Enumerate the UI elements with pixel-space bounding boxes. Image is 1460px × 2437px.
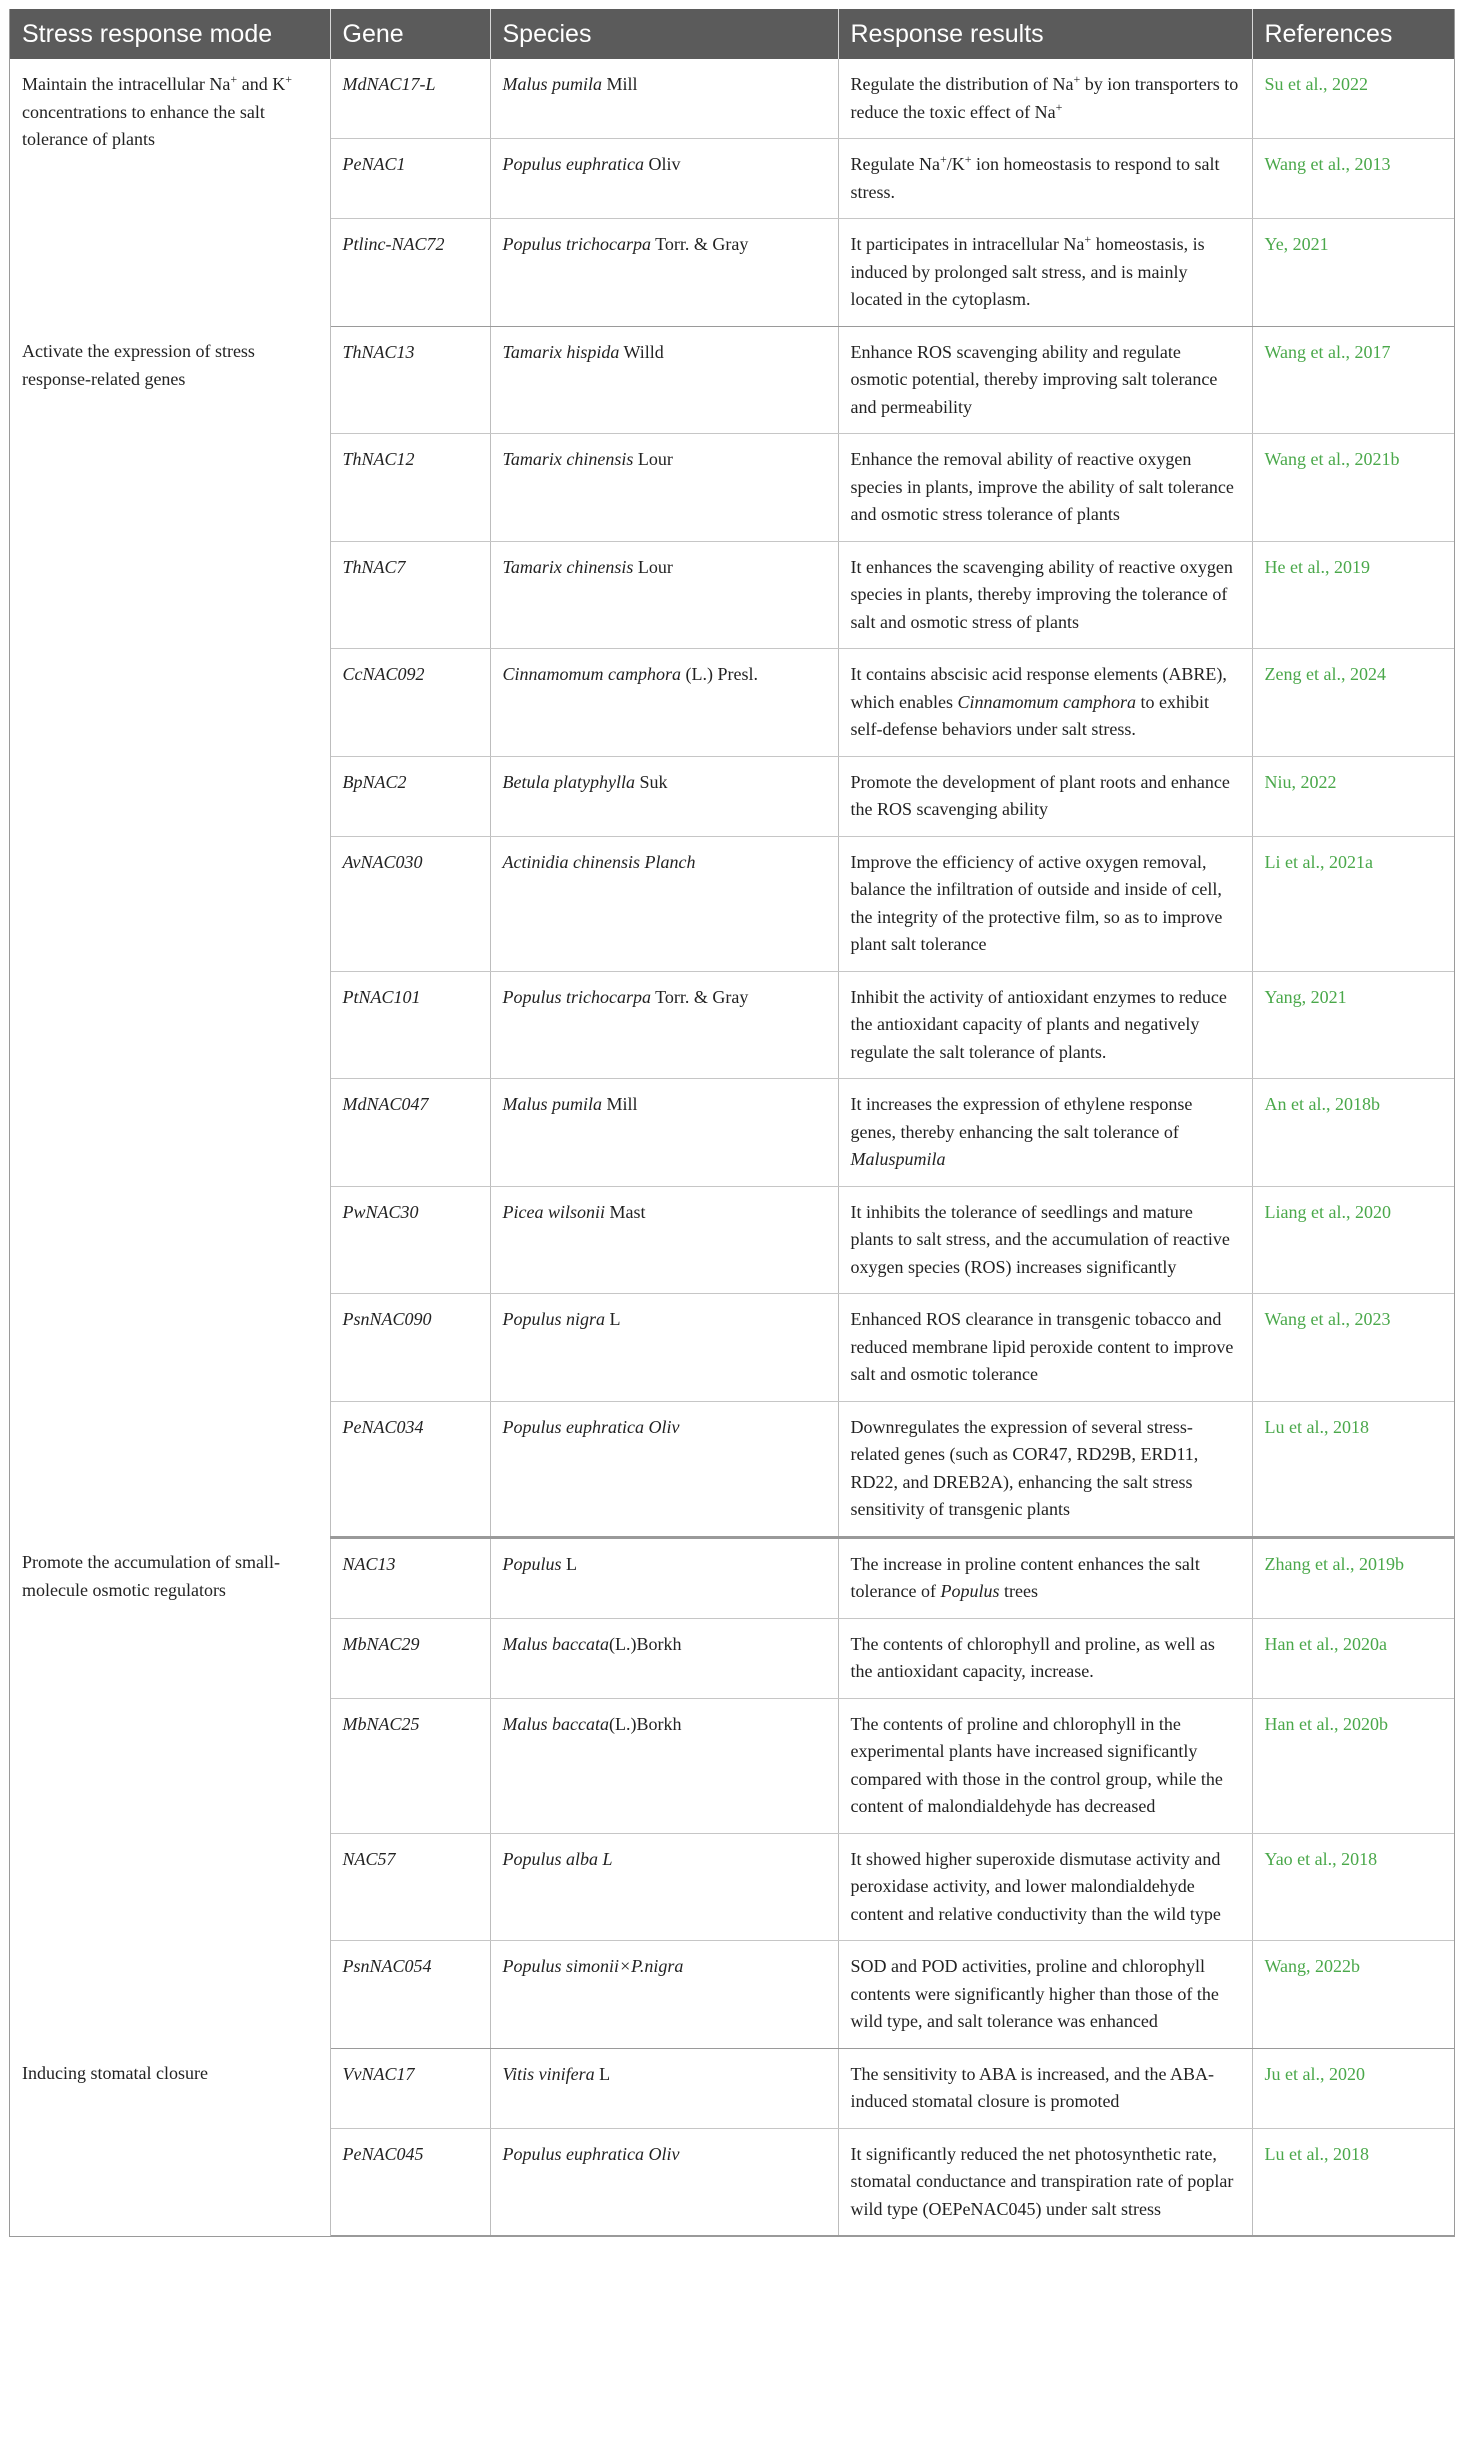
response-result-cell: It inhibits the tolerance of seedlings and mature plants to salt stress, and the accumulation of reactive oxygen species (ROS) increases significantly — [838, 1186, 1252, 1294]
stress-response-mode-cell: Maintain the intracellular Na+ and K+ concentrations to enhance the salt tolerance of plants — [10, 59, 330, 326]
stress-response-mode-cell: Activate the expression of stress response-related genes — [10, 326, 330, 1537]
species-cell: Populus alba L — [490, 1833, 838, 1941]
response-result-cell: It enhances the scavenging ability of reactive oxygen species in plants, thereby improving the tolerance of salt and osmotic stress of plants — [838, 541, 1252, 649]
table-row — [10, 59, 1454, 139]
response-result-cell: The sensitivity to ABA is increased, and the ABA-induced stomatal closure is promoted — [838, 2048, 1252, 2128]
header-stress-response-mode: Stress response mode — [10, 9, 330, 59]
gene-cell: PtNAC101 — [330, 971, 490, 1079]
gene-cell: PeNAC1 — [330, 139, 490, 219]
header-row — [10, 9, 1454, 59]
gene-cell: PeNAC045 — [330, 2128, 490, 2236]
species-cell: Tamarix hispida Willd — [490, 326, 838, 434]
gene-cell: PsnNAC090 — [330, 1294, 490, 1402]
nac-salt-stress-table — [10, 9, 1454, 2236]
response-result-cell: It increases the expression of ethylene response genes, thereby enhancing the salt tolerance of Maluspumila — [838, 1079, 1252, 1187]
reference-link[interactable]: Niu, 2022 — [1252, 756, 1454, 836]
reference-link[interactable]: Wang et al., 2017 — [1252, 326, 1454, 434]
gene-cell: MdNAC047 — [330, 1079, 490, 1187]
header-response-results: Response results — [838, 9, 1252, 59]
species-cell: Malus baccata(L.)Borkh — [490, 1618, 838, 1698]
stress-response-mode-cell: Inducing stomatal closure — [10, 2048, 330, 2236]
gene-cell: ThNAC12 — [330, 434, 490, 542]
species-cell: Tamarix chinensis Lour — [490, 434, 838, 542]
reference-link[interactable]: Zeng et al., 2024 — [1252, 649, 1454, 757]
response-result-cell: The contents of proline and chlorophyll in the experimental plants have increased significantly compared with those in the control group, while the content of malondialdehyde has decreased — [838, 1698, 1252, 1833]
response-result-cell: Enhance the removal ability of reactive oxygen species in plants, improve the ability of salt tolerance and osmotic stress tolerance of plants — [838, 434, 1252, 542]
species-cell: Betula platyphylla Suk — [490, 756, 838, 836]
reference-link[interactable]: Han et al., 2020b — [1252, 1698, 1454, 1833]
species-cell: Vitis vinifera L — [490, 2048, 838, 2128]
gene-cell: CcNAC092 — [330, 649, 490, 757]
species-cell: Cinnamomum camphora (L.) Presl. — [490, 649, 838, 757]
species-cell: Populus euphratica Oliv — [490, 1401, 838, 1537]
response-result-cell: Downregulates the expression of several stress-related genes (such as COR47, RD29B, ERD11, RD22, and DREB2A), enhancing the salt stress sensitivity of transgenic plants — [838, 1401, 1252, 1537]
table-row — [10, 1537, 1454, 1618]
reference-link[interactable]: Wang et al., 2021b — [1252, 434, 1454, 542]
reference-link[interactable]: Su et al., 2022 — [1252, 59, 1454, 139]
reference-link[interactable]: Wang, 2022b — [1252, 1941, 1454, 2049]
reference-link[interactable]: Han et al., 2020a — [1252, 1618, 1454, 1698]
response-result-cell: SOD and POD activities, proline and chlorophyll contents were significantly higher than those of the wild type, and salt tolerance was enhanced — [838, 1941, 1252, 2049]
response-result-cell: Regulate the distribution of Na+ by ion transporters to reduce the toxic effect of Na+ — [838, 59, 1252, 139]
reference-link[interactable]: An et al., 2018b — [1252, 1079, 1454, 1187]
species-cell: Populus trichocarpa Torr. & Gray — [490, 971, 838, 1079]
response-result-cell: Enhanced ROS clearance in transgenic tobacco and reduced membrane lipid peroxide content to improve salt and osmotic tolerance — [838, 1294, 1252, 1402]
reference-link[interactable]: Lu et al., 2018 — [1252, 2128, 1454, 2236]
reference-link[interactable]: Lu et al., 2018 — [1252, 1401, 1454, 1537]
gene-cell: VvNAC17 — [330, 2048, 490, 2128]
gene-cell: ThNAC7 — [330, 541, 490, 649]
species-cell: Populus nigra L — [490, 1294, 838, 1402]
response-result-cell: Inhibit the activity of antioxidant enzymes to reduce the antioxidant capacity of plants and negatively regulate the salt tolerance of plants. — [838, 971, 1252, 1079]
species-cell: Picea wilsonii Mast — [490, 1186, 838, 1294]
species-cell: Malus pumila Mill — [490, 59, 838, 139]
gene-cell: MbNAC29 — [330, 1618, 490, 1698]
reference-link[interactable]: Zhang et al., 2019b — [1252, 1537, 1454, 1618]
header-species: Species — [490, 9, 838, 59]
gene-cell: PeNAC034 — [330, 1401, 490, 1537]
response-result-cell: The increase in proline content enhances the salt tolerance of Populus trees — [838, 1537, 1252, 1618]
reference-link[interactable]: Wang et al., 2013 — [1252, 139, 1454, 219]
header-references: References — [1252, 9, 1454, 59]
header-gene: Gene — [330, 9, 490, 59]
species-cell: Actinidia chinensis Planch — [490, 836, 838, 971]
species-cell: Populus trichocarpa Torr. & Gray — [490, 219, 838, 327]
response-result-cell: It contains abscisic acid response elements (ABRE), which enables Cinnamomum camphora to exhibit self-defense behaviors under salt stress. — [838, 649, 1252, 757]
reference-link[interactable]: Liang et al., 2020 — [1252, 1186, 1454, 1294]
response-result-cell: The contents of chlorophyll and proline, as well as the antioxidant capacity, increase. — [838, 1618, 1252, 1698]
stress-response-mode-cell: Promote the accumulation of small-molecule osmotic regulators — [10, 1537, 330, 2048]
species-cell: Tamarix chinensis Lour — [490, 541, 838, 649]
gene-cell: MbNAC25 — [330, 1698, 490, 1833]
response-result-cell: Improve the efficiency of active oxygen removal, balance the infiltration of outside and inside of cell, the integrity of the protective film, so as to improve plant salt tolerance — [838, 836, 1252, 971]
reference-link[interactable]: Wang et al., 2023 — [1252, 1294, 1454, 1402]
gene-cell: MdNAC17-L — [330, 59, 490, 139]
gene-cell: PwNAC30 — [330, 1186, 490, 1294]
species-cell: Populus simonii×P.nigra — [490, 1941, 838, 2049]
response-result-cell: It significantly reduced the net photosynthetic rate, stomatal conductance and transpiration rate of poplar wild type (OEPeNAC045) under salt stress — [838, 2128, 1252, 2236]
reference-link[interactable]: Yao et al., 2018 — [1252, 1833, 1454, 1941]
response-result-cell: Promote the development of plant roots and enhance the ROS scavenging ability — [838, 756, 1252, 836]
reference-link[interactable]: Yang, 2021 — [1252, 971, 1454, 1079]
gene-cell: BpNAC2 — [330, 756, 490, 836]
gene-cell: PsnNAC054 — [330, 1941, 490, 2049]
response-result-cell: It showed higher superoxide dismutase activity and peroxidase activity, and lower malondialdehyde content and relative conductivity than the wild type — [838, 1833, 1252, 1941]
response-result-cell: It participates in intracellular Na+ homeostasis, is induced by prolonged salt stress, and is mainly located in the cytoplasm. — [838, 219, 1252, 327]
response-result-cell: Enhance ROS scavenging ability and regulate osmotic potential, thereby improving salt tolerance and permeability — [838, 326, 1252, 434]
table-container — [9, 9, 1455, 2237]
gene-cell: NAC57 — [330, 1833, 490, 1941]
species-cell: Malus baccata(L.)Borkh — [490, 1698, 838, 1833]
gene-cell: NAC13 — [330, 1537, 490, 1618]
reference-link[interactable]: Ju et al., 2020 — [1252, 2048, 1454, 2128]
table-row — [10, 2048, 1454, 2128]
gene-cell: ThNAC13 — [330, 326, 490, 434]
table-body — [10, 59, 1454, 2236]
species-cell: Malus pumila Mill — [490, 1079, 838, 1187]
gene-cell: AvNAC030 — [330, 836, 490, 971]
reference-link[interactable]: Ye, 2021 — [1252, 219, 1454, 327]
response-result-cell: Regulate Na+/K+ ion homeostasis to respond to salt stress. — [838, 139, 1252, 219]
reference-link[interactable]: He et al., 2019 — [1252, 541, 1454, 649]
species-cell: Populus euphratica Oliv — [490, 2128, 838, 2236]
reference-link[interactable]: Li et al., 2021a — [1252, 836, 1454, 971]
table-row — [10, 326, 1454, 434]
species-cell: Populus L — [490, 1537, 838, 1618]
species-cell: Populus euphratica Oliv — [490, 139, 838, 219]
gene-cell: Ptlinc-NAC72 — [330, 219, 490, 327]
